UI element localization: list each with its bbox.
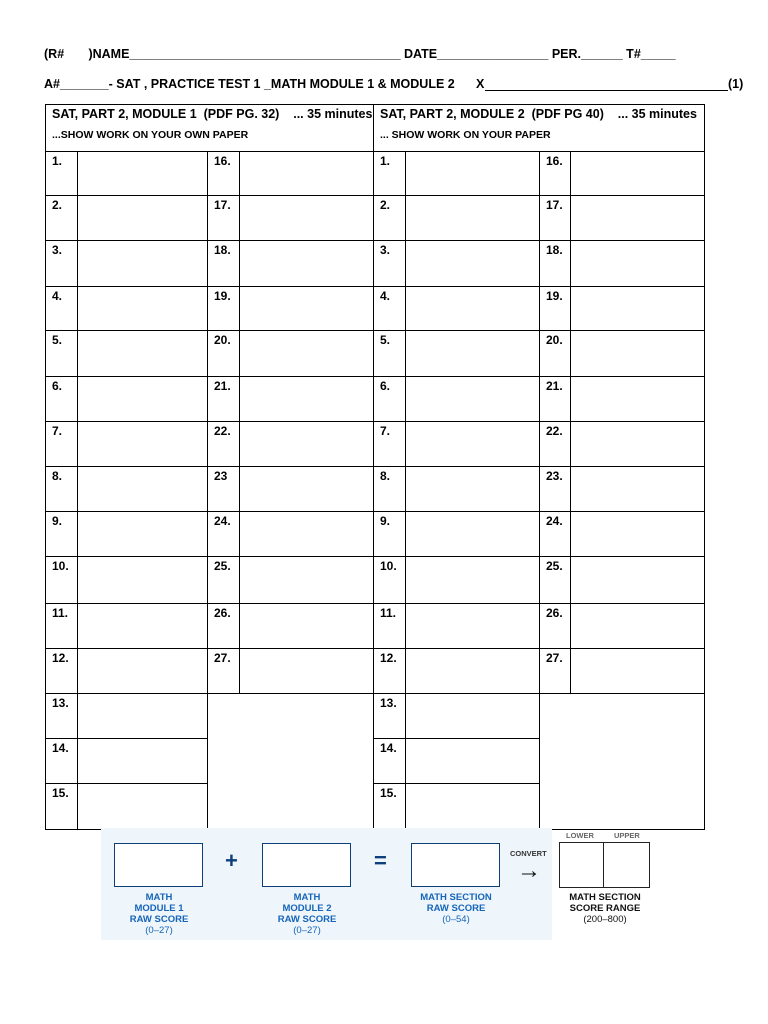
signature-line[interactable] (485, 90, 728, 91)
module2-raw-score-box[interactable] (262, 843, 351, 887)
module1-question-number: 4. (52, 289, 63, 303)
module1-question-number: 18. (214, 243, 231, 257)
module1-question-number: 25. (214, 559, 231, 573)
lower-label: LOWER (566, 831, 594, 840)
module2-question-number: 16. (546, 154, 563, 168)
module2-answer-cell[interactable] (405, 330, 540, 377)
module2-answer-cell[interactable] (570, 466, 705, 512)
module1-question-number: 19. (214, 289, 231, 303)
module2-question-number: 2. (380, 198, 391, 212)
module1-answer-cell[interactable] (77, 693, 208, 739)
module2-answer-cell[interactable] (405, 466, 540, 512)
module1-answer-cell[interactable] (77, 556, 208, 604)
module2-answer-cell[interactable] (570, 603, 705, 649)
module1-question-number: 6. (52, 379, 63, 393)
module1-question-number: 14. (52, 741, 69, 755)
module1-answer-cell[interactable] (239, 603, 374, 649)
module2-answer-cell[interactable] (405, 648, 540, 694)
module2-question-number: 10. (380, 559, 397, 573)
module1-answer-cell[interactable] (239, 421, 374, 467)
signature-suffix: (1) (728, 77, 744, 91)
module1-answer-cell[interactable] (77, 738, 208, 784)
module2-question-number: 8. (380, 469, 391, 483)
module2-question-number: 27. (546, 651, 563, 665)
module2-question-number: 11. (380, 606, 397, 620)
module1-answer-cell[interactable] (77, 376, 208, 422)
module2-question-number: 5. (380, 333, 391, 347)
module2-question-number: 7. (380, 424, 391, 438)
module2-answer-cell[interactable] (405, 783, 540, 830)
module2-answer-cell[interactable] (570, 151, 705, 196)
module2-answer-cell[interactable] (570, 330, 705, 377)
section-raw-score-box[interactable] (411, 843, 500, 887)
module2-answer-cell[interactable] (405, 511, 540, 557)
module2-question-number: 1. (380, 154, 391, 168)
module2-answer-cell[interactable] (405, 738, 540, 784)
module2-question-number: 15. (380, 786, 397, 800)
module1-question-number: 9. (52, 514, 63, 528)
assignment-line[interactable]: A#_______- SAT , PRACTICE TEST 1 _MATH MODULE 1 & MODULE 2 (44, 77, 455, 91)
module1-question-number: 11. (52, 606, 69, 620)
score-panel (101, 828, 552, 940)
module2-answer-cell[interactable] (405, 603, 540, 649)
module1-answer-cell[interactable] (77, 286, 208, 331)
module2-answer-cell[interactable] (570, 648, 705, 694)
score-range-lower-box[interactable] (559, 842, 605, 888)
module2-question-number: 20. (546, 333, 563, 347)
module2-answer-cell[interactable] (570, 195, 705, 241)
module2-caption: MATH MODULE 2 RAW SCORE (0–27) (277, 892, 337, 936)
module2-question-number: 24. (546, 514, 563, 528)
module2-question-number: 25. (546, 559, 563, 573)
score-range-upper-box[interactable] (603, 842, 650, 888)
grid-divider (373, 693, 374, 830)
module1-answer-cell[interactable] (239, 195, 374, 241)
module2-answer-cell[interactable] (405, 151, 540, 196)
module2-question-number: 13. (380, 696, 397, 710)
module1-question-number: 17. (214, 198, 231, 212)
module2-question-number: 14. (380, 741, 397, 755)
module1-question-number: 24. (214, 514, 231, 528)
score-range-caption: MATH SECTION SCORE RANGE (200–800) (569, 892, 641, 925)
module1-answer-cell[interactable] (239, 151, 374, 196)
module1-question-number: 2. (52, 198, 63, 212)
module1-question-number: 5. (52, 333, 63, 347)
module2-question-number: 21. (546, 379, 563, 393)
module2-question-number: 12. (380, 651, 397, 665)
module2-answer-cell[interactable] (570, 421, 705, 467)
module2-answer-cell[interactable] (405, 693, 540, 739)
module1-question-number: 22. (214, 424, 231, 438)
upper-label: UPPER (614, 831, 640, 840)
module2-question-number: 17. (546, 198, 563, 212)
plus-sign: + (225, 848, 238, 873)
module2-question-number: 3. (380, 243, 391, 257)
grid-right-edge (704, 693, 705, 830)
module1-answer-cell[interactable] (77, 240, 208, 287)
module1-caption: MATH MODULE 1 RAW SCORE (0–27) (129, 892, 189, 936)
module1-question-number: 21. (214, 379, 231, 393)
section-caption: MATH SECTION RAW SCORE (0–54) (420, 892, 492, 925)
name-date-line[interactable]: (R# )NAME_______________________________________ DATE________________ PER.______ T#_____ (44, 47, 676, 61)
module2-question-number: 19. (546, 289, 563, 303)
module1-question-number: 7. (52, 424, 63, 438)
convert-arrow-icon: → (517, 857, 541, 884)
module1-answer-cell[interactable] (77, 151, 208, 196)
module1-question-number: 8. (52, 469, 63, 483)
module1-question-number: 10. (52, 559, 69, 573)
module2-answer-cell[interactable] (405, 556, 540, 604)
module1-answer-cell[interactable] (239, 376, 374, 422)
module1-answer-cell[interactable] (239, 330, 374, 377)
module2-answer-cell[interactable] (570, 511, 705, 557)
module1-question-number: 15. (52, 786, 69, 800)
module2-answer-cell[interactable] (405, 286, 540, 331)
equals-sign: = (374, 848, 387, 873)
module1-answer-cell[interactable] (239, 240, 374, 287)
module2-question-number: 4. (380, 289, 391, 303)
module2-question-number: 26. (546, 606, 563, 620)
module2-answer-cell[interactable] (570, 286, 705, 331)
module1-subtitle: ...SHOW WORK ON YOUR OWN PAPER (52, 129, 249, 141)
module2-title: SAT, PART 2, MODULE 2 (PDF PG 40) ... 35 minutes (380, 107, 697, 121)
module1-answer-cell[interactable] (239, 466, 374, 512)
module2-subtitle: ... SHOW WORK ON YOUR PAPER (380, 129, 551, 141)
module2-answer-cell[interactable] (570, 240, 705, 287)
module2-answer-cell[interactable] (405, 376, 540, 422)
module1-question-number: 27. (214, 651, 231, 665)
module2-question-number: 18. (546, 243, 563, 257)
module1-answer-cell[interactable] (239, 556, 374, 604)
module2-question-number: 22. (546, 424, 563, 438)
module2-answer-cell[interactable] (570, 376, 705, 422)
module1-question-number: 13. (52, 696, 69, 710)
module1-answer-cell[interactable] (239, 648, 374, 694)
module2-answer-cell[interactable] (405, 421, 540, 467)
module2-question-number: 6. (380, 379, 391, 393)
module1-answer-cell[interactable] (77, 648, 208, 694)
module1-answer-cell[interactable] (239, 511, 374, 557)
convert-label: CONVERT (510, 849, 547, 858)
module1-question-number: 12. (52, 651, 69, 665)
module2-answer-cell[interactable] (405, 240, 540, 287)
module1-answer-cell[interactable] (77, 603, 208, 649)
module1-question-number: 20. (214, 333, 231, 347)
module1-answer-cell[interactable] (77, 330, 208, 377)
module1-answer-cell[interactable] (77, 466, 208, 512)
module2-answer-cell[interactable] (405, 195, 540, 241)
module1-question-number: 26. (214, 606, 231, 620)
module1-question-number: 16. (214, 154, 231, 168)
module1-answer-cell[interactable] (77, 421, 208, 467)
module1-raw-score-box[interactable] (114, 843, 203, 887)
module1-answer-cell[interactable] (239, 286, 374, 331)
module1-answer-cell[interactable] (77, 783, 208, 830)
module1-answer-cell[interactable] (77, 195, 208, 241)
module1-answer-cell[interactable] (77, 511, 208, 557)
module2-answer-cell[interactable] (570, 556, 705, 604)
module1-question-number: 1. (52, 154, 63, 168)
module2-question-number: 23. (546, 469, 563, 483)
module1-question-number: 23 (214, 469, 228, 483)
module2-question-number: 9. (380, 514, 391, 528)
module1-question-number: 3. (52, 243, 63, 257)
signature-x: X (476, 77, 485, 91)
module1-title: SAT, PART 2, MODULE 1 (PDF PG. 32) ... 35 minutes (52, 107, 373, 121)
